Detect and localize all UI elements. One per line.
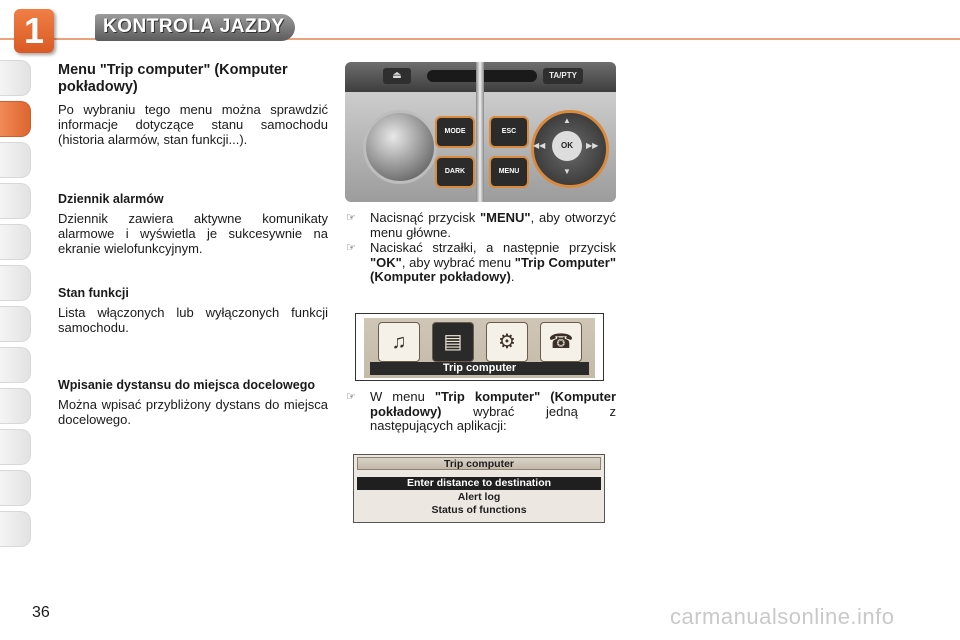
page-number: 36 (32, 604, 50, 621)
menu-item-alert-log: Alert log (457, 491, 501, 503)
dark-button: DARK (435, 156, 475, 188)
functions-heading: Stan funkcji (58, 286, 129, 300)
instruction-1 (346, 211, 616, 240)
intro-block (58, 62, 328, 147)
arrow-left-icon: ◀◀ (533, 141, 546, 150)
instruction-2-text (370, 241, 616, 285)
chapter-tab-active[interactable] (0, 101, 31, 137)
alert-log-text: Dziennik zawiera aktywne komunikaty alarmowe i wyświetla je sukcesywnie na ekranie wielofunkcyjnym. (58, 211, 328, 256)
trip-computer-screen-title: Trip computer (357, 457, 601, 470)
phone-icon: ☎ (540, 322, 582, 362)
alert-log-block (58, 192, 328, 256)
chapter-tab[interactable] (0, 265, 31, 301)
pointer-icon: ☞ (346, 242, 356, 254)
chapter-tab[interactable] (0, 429, 31, 465)
watermark: carmanualsonline.info (670, 604, 895, 629)
chapter-tabs (0, 60, 32, 552)
instruction-2-pre: Naciskać strzałki, a następnie przycisk (370, 240, 616, 255)
chapter-tab[interactable] (0, 511, 31, 547)
trip-computer-icon: ▤ (432, 322, 474, 362)
arrow-right-icon: ▶▶ (586, 141, 599, 150)
chapter-tab[interactable] (0, 306, 31, 342)
functions-text: Lista włączonych lub wyłączonych funkcji samochodu. (58, 305, 328, 335)
instruction-3-text (370, 390, 616, 434)
chapter-tab[interactable] (0, 470, 31, 506)
instruction-3-pre: W menu (370, 389, 435, 404)
esc-button: ESC (489, 116, 529, 148)
mode-button: MODE (435, 116, 475, 148)
screen-background (364, 318, 595, 378)
instruction-3-bold: "Trip komputer" (Komputer pokładowy) (370, 389, 616, 419)
menu-item-status-of-functions: Status of functions (431, 504, 527, 516)
alert-log-heading: Dziennik alarmów (58, 192, 164, 206)
ok-button: OK (552, 131, 582, 161)
pointer-icon: ☞ (346, 391, 356, 403)
eject-icon: ⏏ (383, 68, 411, 84)
instruction-3-post: wybrać jedną z następujących aplikacji: (370, 403, 616, 433)
distance-heading: Wpisanie dystansu do miejsca docelowego (58, 378, 316, 392)
instruction-1-text (370, 211, 616, 240)
chapter-tab[interactable] (0, 388, 31, 424)
chapter-tab[interactable] (0, 142, 31, 178)
selected-menu-label: Trip computer (370, 362, 589, 375)
chapter-tab[interactable] (0, 183, 31, 219)
distance-block (58, 378, 328, 427)
instruction-2-post: . (510, 269, 515, 284)
intro-text: Po wybraniu tego menu można sprawdzić informacje dotyczące stanu samochodu (historia alarmów, stan funkcji...). (58, 102, 328, 147)
instruction-2 (346, 241, 616, 285)
arrow-up-icon: ▲ (563, 116, 571, 125)
instruction-2-bold1: "OK" (370, 254, 402, 270)
arrow-down-icon: ▼ (563, 167, 571, 176)
chapter-badge: 1 (14, 9, 54, 53)
ta-pty-button: TA/PTY (543, 68, 583, 84)
instruction-1-bold: "MENU" (479, 210, 531, 225)
instruction-1-post: , aby otworzyć menu główne. (370, 210, 616, 240)
chapter-tab[interactable] (0, 224, 31, 260)
trip-computer-screen (353, 454, 605, 523)
chapter-tab[interactable] (0, 347, 31, 383)
distance-text: Można wpisać przybliżony dystans do miejsca docelowego. (58, 397, 328, 427)
functions-block (58, 286, 328, 335)
instruction-1-pre: Nacisnąć przycisk (370, 210, 480, 225)
panel-divider (476, 62, 484, 202)
main-menu-screen (355, 313, 604, 381)
volume-knob (363, 110, 437, 184)
control-panel-image (345, 62, 616, 202)
settings-icon: ⚙ (486, 322, 528, 362)
menu-title: Menu "Trip computer" (Komputer pokładowy) (58, 62, 288, 95)
instruction-3 (346, 390, 616, 434)
pointer-icon: ☞ (346, 212, 356, 224)
chapter-tab[interactable] (0, 60, 31, 96)
radio-icon: ♫ (378, 322, 420, 362)
instruction-2-mid: , aby wybrać menu (401, 254, 515, 270)
menu-item-enter-distance: Enter distance to destination (357, 477, 601, 490)
section-title: KONTROLA JAZDY (95, 14, 295, 41)
instruction-2-bold2: "Trip Computer" (Komputer pokładowy) (370, 254, 617, 284)
menu-button: MENU (489, 156, 529, 188)
